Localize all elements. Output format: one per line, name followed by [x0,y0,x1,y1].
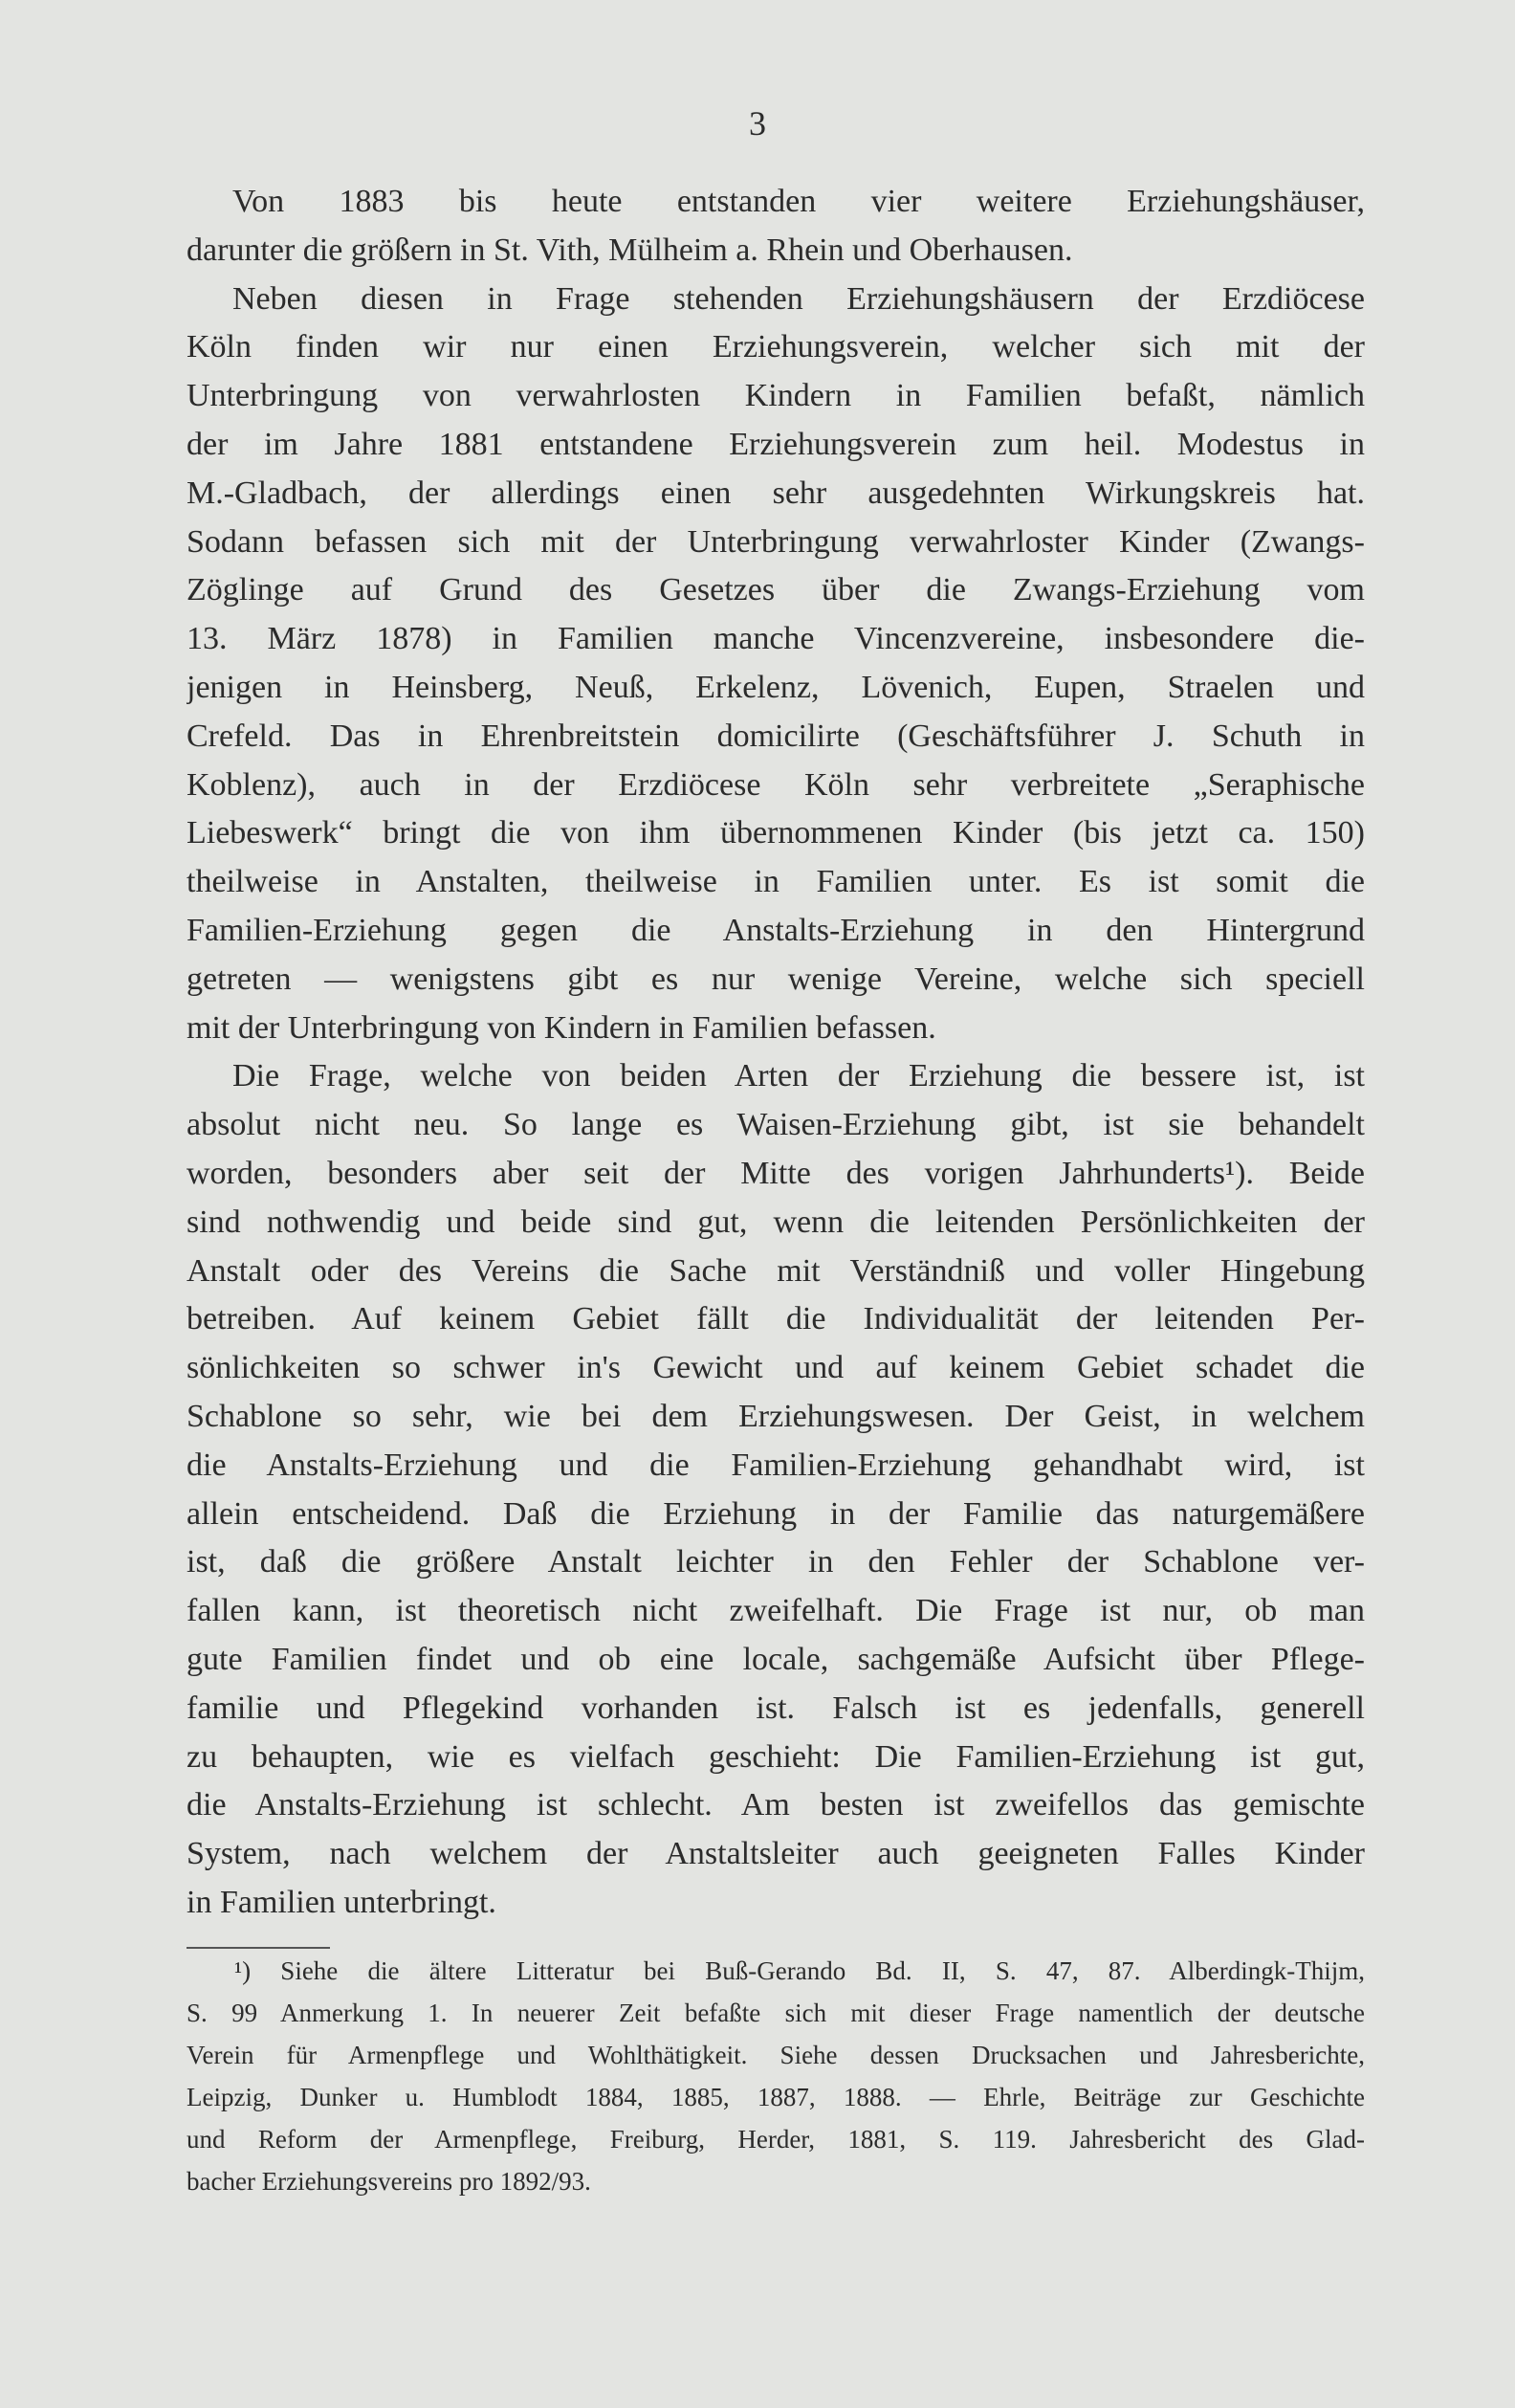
text-line: absolut nicht neu. So lange es Waisen-Erziehung gibt, ist sie behandelt [187,1107,1365,1143]
text-line: betreiben. Auf keinem Gebiet fällt die Individualität der leitenden Per- [187,1301,1365,1337]
footnotes [187,1946,1365,2202]
text-line: fallen kann, ist theoretisch nicht zweifelhaft. Die Frage ist nur, ob man [187,1593,1365,1629]
footnote-line: Verein für Armenpflege und Wohlthätigkeit. Siehe dessen Drucksachen und Jahresberichte, [187,2041,1365,2069]
text-line: gute Familien findet und ob eine locale, sachgemäße Aufsicht über Pflege- [187,1641,1365,1677]
text-line: Koblenz), auch in der Erzdiöcese Köln sehr verbreitete „Seraphische [187,766,1365,803]
text-line: sind nothwendig und beide sind gut, wenn die leitenden Persönlichkeiten der [187,1204,1365,1240]
text-line: 13. März 1878) in Familien manche Vincenzvereine, insbesondere die- [187,621,1365,657]
text-line: worden, besonders aber seit der Mitte des vorigen Jahrhunderts¹). Beide [187,1155,1365,1191]
text-line: getreten — wenigstens gibt es nur wenige Vereine, welche sich speciell [187,961,1365,997]
text-line: Liebeswerk“ bringt die von ihm übernommenen Kinder (bis jetzt ca. 150) [187,815,1365,851]
text-line: System, nach welchem der Anstaltsleiter auch geeigneten Falles Kinder [187,1836,1365,1872]
text-line: zu behaupten, wie es vielfach geschieht: Die Familien-Erziehung ist gut, [187,1738,1365,1775]
text-line: allein entscheidend. Daß die Erziehung in der Familie das naturgemäßere [187,1495,1365,1532]
footnote-line: Leipzig, Dunker u. Humblodt 1884, 1885, 1887, 1888. — Ehrle, Beiträge zur Geschichte [187,2083,1365,2111]
text-line: sönlichkeiten so schwer in's Gewicht und auf keinem Gebiet schadet die [187,1350,1365,1386]
text-line: ist, daß die größere Anstalt leichter in den Fehler der Schablone ver- [187,1544,1365,1580]
text-line: Köln finden wir nur einen Erziehungsverein, welcher sich mit der [187,329,1365,365]
text-line: theilweise in Anstalten, theilweise in Familien unter. Es ist somit die [187,864,1365,900]
text-line: der im Jahre 1881 entstandene Erziehungsverein zum heil. Modestus in [187,426,1365,462]
text-line: M.-Gladbach, der allerdings einen sehr ausgedehnten Wirkungskreis hat. [187,475,1365,511]
page-number: 3 [749,104,766,143]
text-line: familie und Pflegekind vorhanden ist. Falsch ist es jedenfalls, generell [187,1690,1365,1726]
body-text [187,178,1365,1928]
footnote-line: ¹) Siehe die ältere Litteratur bei Buß-Gerando Bd. II, S. 47, 87. Alberdingk-Thijm, [234,1956,1365,1985]
text-line: in Familien unterbringt. [187,1884,496,1920]
text-line: Die Frage, welche von beiden Arten der Erziehung die bessere ist, ist [232,1058,1365,1094]
text-line: die Anstalts-Erziehung ist schlecht. Am besten ist zweifellos das gemischte [187,1787,1365,1823]
text-line: Anstalt oder des Vereins die Sache mit Verständniß und voller Hingebung [187,1252,1365,1289]
text-line: Unterbringung von verwahrlosten Kindern in Familien befaßt, nämlich [187,378,1365,414]
text-line: Crefeld. Das in Ehrenbreitstein domicilirte (Geschäftsführer J. Schuth in [187,718,1365,754]
text-line: die Anstalts-Erziehung und die Familien-Erziehung gehandhabt wird, ist [187,1447,1365,1483]
text-line: darunter die größern in St. Vith, Mülheim a. Rhein und Oberhausen. [187,232,1073,268]
text-line: Sodann befassen sich mit der Unterbringung verwahrloster Kinder (Zwangs- [187,523,1365,560]
footnote-line: und Reform der Armenpflege, Freiburg, Herder, 1881, S. 119. Jahresbericht des Glad- [187,2125,1365,2154]
text-line: Von 1883 bis heute entstanden vier weitere Erziehungshäuser, [232,184,1365,219]
footnote-line: bacher Erziehungsvereins pro 1892/93. [187,2167,591,2196]
text-line: Familien-Erziehung gegen die Anstalts-Erziehung in den Hintergrund [187,912,1365,948]
text-line: Schablone so sehr, wie bei dem Erziehungswesen. Der Geist, in welchem [187,1398,1365,1434]
text-line: Zöglinge auf Grund des Gesetzes über die Zwangs-Erziehung vom [187,572,1365,608]
footnote-line: S. 99 Anmerkung 1. In neuerer Zeit befaßte sich mit dieser Frage namentlich der deutsche [187,1999,1365,2027]
text-line: jenigen in Heinsberg, Neuß, Erkelenz, Lövenich, Eupen, Straelen und [187,669,1365,705]
text-line: mit der Unterbringung von Kindern in Familien befassen. [187,1009,936,1046]
text-line: Neben diesen in Frage stehenden Erziehungshäusern der Erzdiöcese [232,280,1365,317]
